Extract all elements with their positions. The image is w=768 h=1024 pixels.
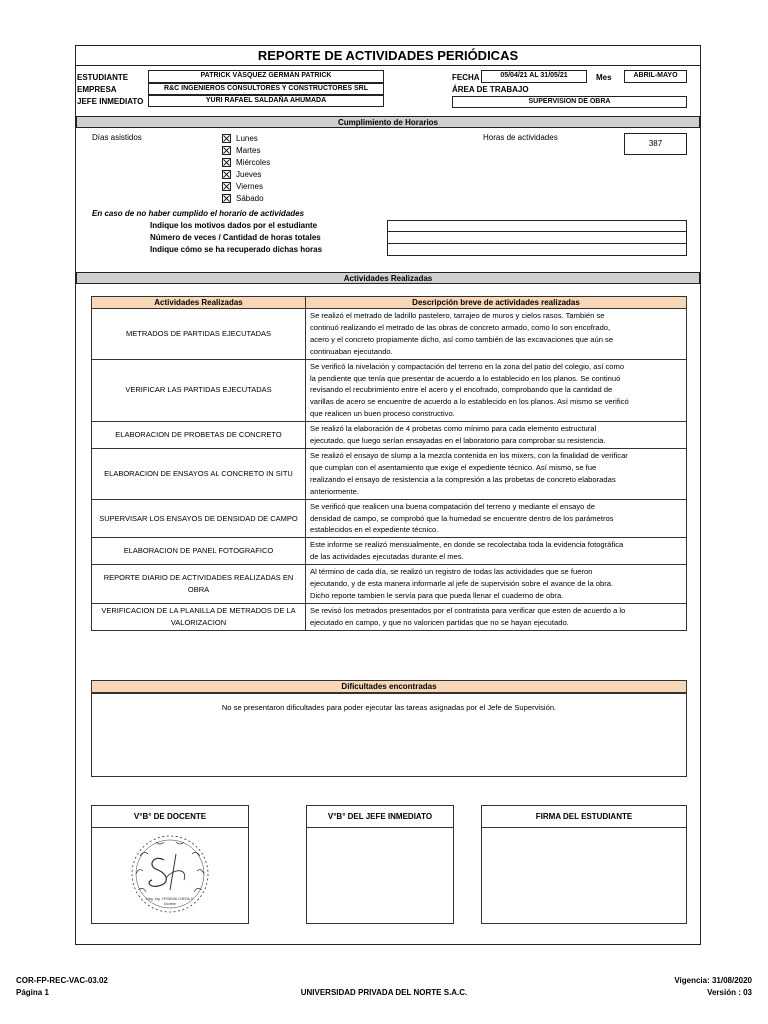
actividad-desc <box>306 448 687 499</box>
fecha-label: FECHA <box>452 73 480 82</box>
actividad-desc-line: densidad de campo, se comprobó que la humedad se encuentre dentro de los parámetros <box>310 513 614 523</box>
actividad-name: METRADOS DE PARTIDAS EJECUTADAS <box>92 309 306 360</box>
actividad-desc-line: Dicho reporte tambien le servía para que pueda llenar el cuaderno de obra. <box>310 590 564 600</box>
actividad-desc-line: continuaban ejecutando. <box>310 346 393 356</box>
veces-field[interactable] <box>387 232 687 244</box>
dia-label: Sábado <box>236 194 264 203</box>
actividad-desc-line: ejecutado, que luego serían ensayadas en el laboratorio para comprobar su resistencia. <box>310 436 606 446</box>
actividad-desc <box>306 499 687 538</box>
recuperado-field[interactable] <box>387 244 687 256</box>
docente-signature-box <box>91 805 249 924</box>
actividades-table <box>91 296 687 631</box>
estudiante-signature-box <box>481 805 687 924</box>
actividad-desc-line: establecidos en el expediente técnico. <box>310 525 439 535</box>
actividad-desc <box>306 538 687 565</box>
actividad-desc-line: Se realizó el metrado de ladrillo pastelero, tarrajeo de muros y cielos rasos. También se <box>310 311 605 320</box>
dia-checkbox[interactable] <box>222 194 231 203</box>
footer-page: Página 1 <box>16 988 49 997</box>
estudiante-signature-label: FIRMA DEL ESTUDIANTE <box>482 806 686 828</box>
footer-university: UNIVERSIDAD PRIVADA DEL NORTE S.A.C. <box>300 988 468 997</box>
estudiante-label: ESTUDIANTE <box>77 73 129 82</box>
mes-field[interactable]: ABRIL-MAYO <box>624 70 687 83</box>
dia-checkbox[interactable] <box>222 146 231 155</box>
actividad-desc-line: ejecutando, y de esta manera informarle al jefe de supervisión sobre el avance de la obra. <box>310 579 614 589</box>
checkmark-x-icon <box>223 195 230 202</box>
jefe-signature-box <box>306 805 454 924</box>
actividad-row <box>92 422 687 449</box>
dia-checkbox[interactable] <box>222 170 231 179</box>
footer-code: COR-FP-REC-VAC-03.02 <box>16 976 108 985</box>
dia-label: Viernes <box>236 182 263 191</box>
actividad-desc-line: realizando el ensayo de resistencia a la compresión a las probetas de concreto elaboradas <box>310 474 616 484</box>
estudiante-field[interactable]: PATRICK VÁSQUEZ GERMÁN PATRICK <box>148 70 384 83</box>
actividades-header-row <box>92 297 687 309</box>
actividad-name: SUPERVISAR LOS ENSAYOS DE DENSIDAD DE CAMPO <box>92 499 306 538</box>
mes-label: Mes <box>596 73 612 82</box>
dia-label: Martes <box>236 146 261 155</box>
seal-text-name: Mag. Ing. YESENIA OJEDA C. <box>145 897 195 901</box>
actividad-name: ELABORACION DE ENSAYOS AL CONCRETO IN SITU <box>92 448 306 499</box>
area-field[interactable]: SUPERVISION DE OBRA <box>452 96 687 108</box>
actividad-desc-line: Este informe se realizó mensualmente, en donde se recolectaba toda la evidencia fotográfica <box>310 540 624 550</box>
dificultades-header: Dificultades encontradas <box>91 680 687 693</box>
motivos-field[interactable] <box>387 220 687 232</box>
dia-checkbox[interactable] <box>222 158 231 167</box>
actividades-section-header: Actividades Realizadas <box>76 272 700 284</box>
actividad-desc-line: Se verificó la nivelación y compactación del terreno en la zona del patio del colegio, así como <box>310 361 625 371</box>
dia-label: Lunes <box>236 134 258 143</box>
checkmark-x-icon <box>223 159 230 166</box>
actividad-name: ELABORACION DE PANEL FOTOGRAFICO <box>92 538 306 565</box>
actividad-row <box>92 603 687 630</box>
actividad-desc-line: ejecutado en campo, y que no valoricen partidas que no se hayan ejecutado. <box>310 617 569 627</box>
checkmark-x-icon <box>223 147 230 154</box>
actividad-row <box>92 448 687 499</box>
nota-text: En caso de no haber cumplido el horario de actividades <box>92 209 305 218</box>
horas-label: Horas de actividades <box>483 133 558 142</box>
actividad-desc-line: que cumplan con el asentamiento que exige el expediente técnico. Así mismo, se fue <box>310 462 597 472</box>
dias-label: Días asistidos <box>92 133 142 142</box>
docente-seal <box>92 828 248 923</box>
checkmark-x-icon <box>223 171 230 178</box>
actividad-desc-line: la pendiente que tenía que presentar de acuerdo a lo establecido en los planos. Se continuó <box>310 373 621 383</box>
actividad-desc-line: continuó realizando el metrado de las obras de concreto armado, como lo son encofrado, <box>310 322 611 332</box>
col-descripcion: Descripción breve de actividades realizadas <box>306 297 687 309</box>
veces-label: Número de veces / Cantidad de horas totales <box>150 233 321 242</box>
docente-signature-label: V°B° DE DOCENTE <box>92 806 248 828</box>
actividad-name: REPORTE DIARIO DE ACTIVIDADES REALIZADAS EN OBRA <box>92 565 306 604</box>
fecha-field[interactable]: 05/04/21 AL 31/05/21 <box>481 70 587 83</box>
dia-checkbox[interactable] <box>222 182 231 191</box>
actividad-name: VERIFICAR LAS PARTIDAS EJECUTADAS <box>92 359 306 422</box>
actividad-row <box>92 538 687 565</box>
actividad-desc-line: de las actividades ejecutadas durante el mes. <box>310 552 464 562</box>
seal-text-role: Docente <box>164 902 176 906</box>
actividad-row <box>92 499 687 538</box>
actividad-name: ELABORACION DE PROBETAS DE CONCRETO <box>92 422 306 449</box>
horas-field[interactable] <box>624 133 687 155</box>
jefe-signature-label: V°B° DEL JEFE INMEDIATO <box>307 806 453 828</box>
jefe-label: JEFE INMEDIATO <box>77 97 144 106</box>
recuperado-label: Indique cómo se ha recuperado dichas horas <box>150 245 323 254</box>
col-actividades: Actividades Realizadas <box>92 297 306 309</box>
actividad-desc <box>306 359 687 422</box>
actividad-desc-line: Se revisó los metrados presentados por el contratista para verificar que esten de acuerdo a lo <box>310 605 626 615</box>
empresa-label: EMPRESA <box>77 85 117 94</box>
area-label: ÁREA DE TRABAJO <box>452 85 529 94</box>
checkmark-x-icon <box>223 183 230 190</box>
actividad-desc-line: revisando el recubrimiento entre el acero y el encofrado, comprobando que la cantidad de <box>310 385 613 395</box>
actividad-row <box>92 565 687 604</box>
actividad-desc-line: Se realizó el ensayo de slump a la mezcla contenida en los mixers, con la finalidad de verificar <box>310 450 628 460</box>
horas-value: 387 <box>648 139 663 148</box>
horarios-header: Cumplimiento de Horarios <box>76 116 700 128</box>
footer-vigencia: Vigencia: 31/08/2020 <box>674 976 752 985</box>
actividad-desc-line: varillas de acero se encuentre de acuerdo a lo establecido en los planos. Así mismo se verificó <box>310 397 629 407</box>
actividad-desc-line: anteriormente. <box>310 486 359 496</box>
checkmark-x-icon <box>223 135 230 142</box>
empresa-field[interactable]: R&C INGENIEROS CONSULTORES Y CONSTRUCTORES SRL <box>148 83 384 95</box>
jefe-field[interactable]: YURI RAFAEL SALDAÑA AHUMADA <box>148 95 384 107</box>
actividad-desc <box>306 309 687 360</box>
dia-label: Miércoles <box>236 158 271 167</box>
actividad-desc-line: Al término de cada día, se realizó un registro de todas las actividades que se fueron <box>310 567 593 577</box>
actividad-name: VERIFICACION DE LA PLANILLA DE METRADOS DE LA VALORIZACION <box>92 603 306 630</box>
footer-version: Versión : 03 <box>707 988 752 997</box>
actividad-row <box>92 359 687 422</box>
motivos-label: Indique los motivos dados por el estudiante <box>150 221 318 230</box>
actividad-desc-line: Se verificó que realicen una buena compatación del terreno y mediante el ensayo de <box>310 501 595 511</box>
dificultades-text: No se presentaron dificultades para poder ejecutar las tareas asignadas por el Jefe de Supervisión. <box>221 703 557 712</box>
actividad-desc-line: Se realizó la elaboración de 4 probetas como mínimo para cada elemento estructural <box>310 424 597 434</box>
dia-label: Jueves <box>236 170 262 179</box>
actividad-desc-line: acero y el concreto propiamente dicho, así como también de las excavaciones que aún se <box>310 334 614 344</box>
actividad-desc <box>306 422 687 449</box>
dificultades-box <box>91 693 687 777</box>
dia-checkbox[interactable] <box>222 134 231 143</box>
actividad-row <box>92 309 687 360</box>
actividad-desc <box>306 565 687 604</box>
page-title: REPORTE DE ACTIVIDADES PERIÓDICAS <box>76 46 700 66</box>
actividad-desc-line: que realicen un buen proceso constructivo. <box>310 409 455 419</box>
actividad-desc <box>306 603 687 630</box>
